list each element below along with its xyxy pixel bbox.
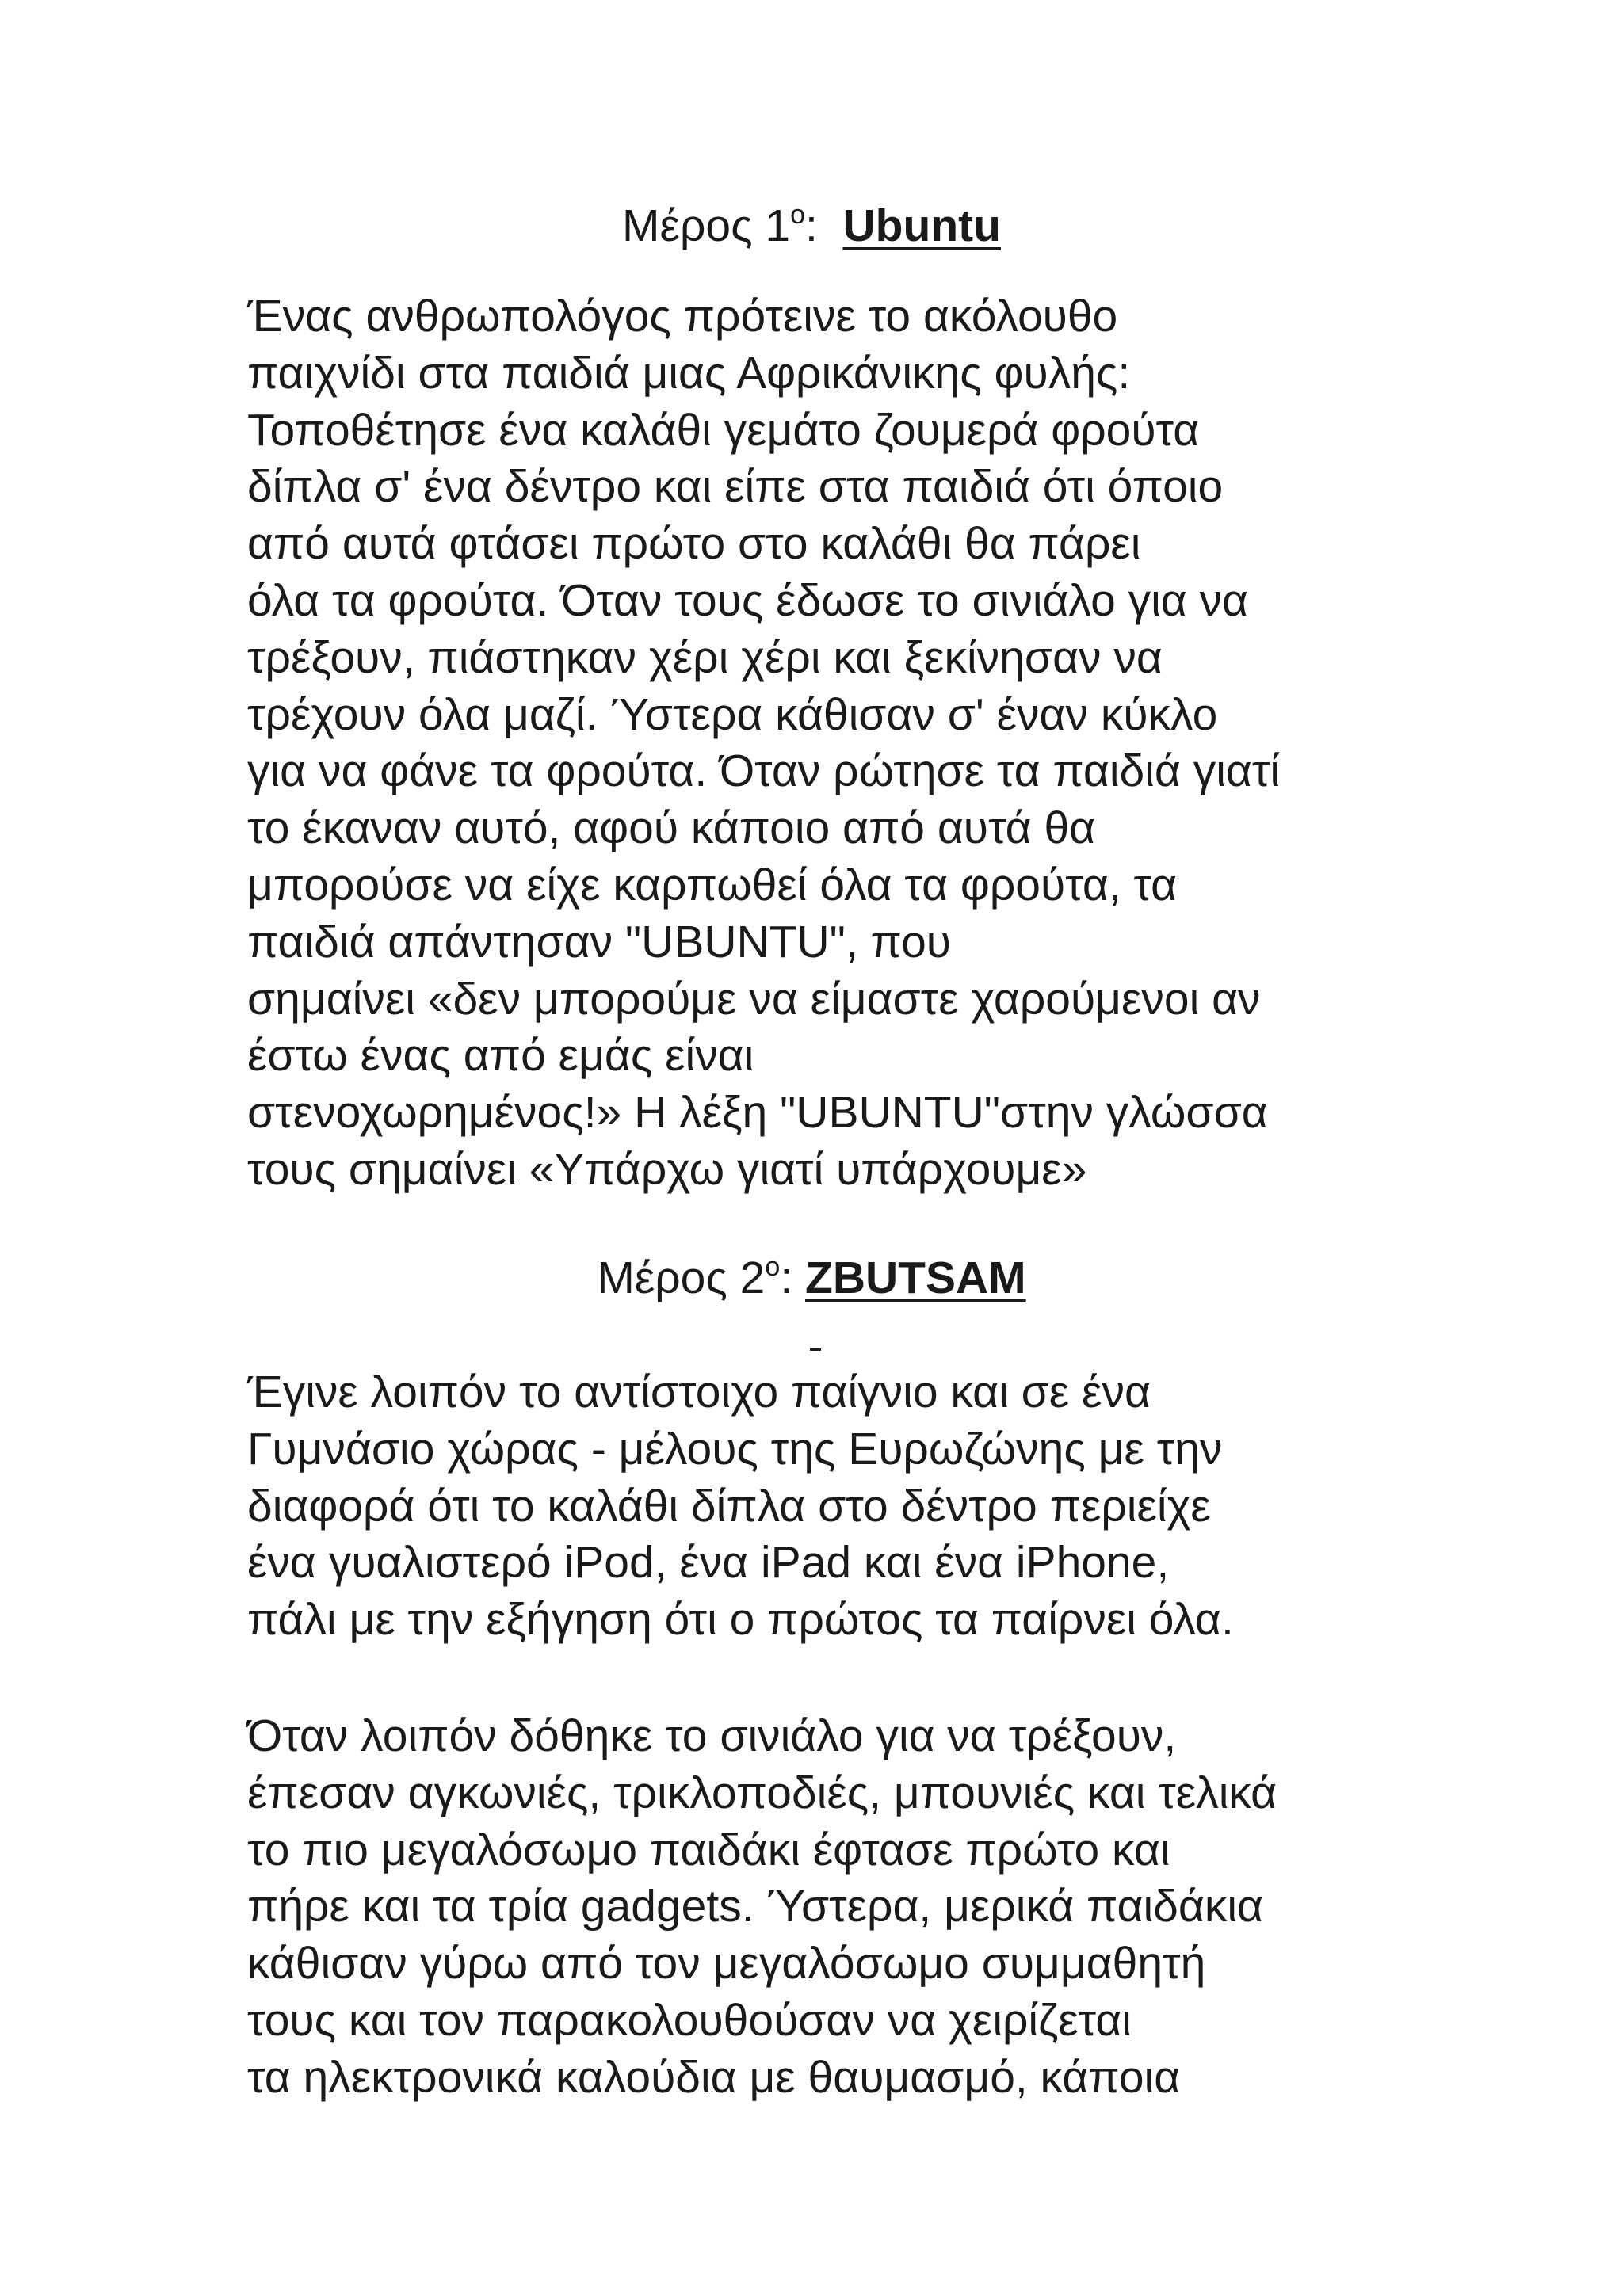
part2-heading-title: ZBUTSAM [805, 1253, 1026, 1303]
part1-heading-ordinal: ο [790, 200, 805, 230]
text-line: το πιο μεγαλόσωμο παιδάκι έφτασε πρώτο και [247, 1824, 1170, 1875]
part1-heading [0, 198, 1623, 260]
part2-paragraph-2 [247, 1708, 1484, 2107]
part1-heading-separator: : [805, 200, 843, 251]
part1-paragraph [247, 288, 1484, 1199]
text-line: κάθισαν γύρω από τον μεγαλόσωμο συμμαθητή [247, 1938, 1206, 1989]
text-line: σημαίνει «δεν μπορούμε να είμαστε χαρούμενοι αν [247, 973, 1261, 1024]
text-line: μπορούσε να είχε καρπωθεί όλα τα φρούτα, τα [247, 859, 1178, 910]
text-line: τα ηλεκτρονικά καλούδια με θαυμασμό, κάποια [247, 2051, 1181, 2103]
text-line: Έγινε λοιπόν το αντίστοιχο παίγνιο και σε ένα [247, 1367, 1151, 1417]
text-line: δίπλα σ' ένα δέντρο και είπε στα παιδιά ότι όποιο [247, 461, 1224, 513]
text-line: έπεσαν αγκωνιές, τρικλοποδιές, μπουνιές και τελικά [247, 1767, 1277, 1818]
stray-mark [810, 1348, 821, 1351]
part2-heading-separator: : [780, 1253, 805, 1303]
text-line: από αυτά φτάσει πρώτο στο καλάθι θα πάρει [247, 518, 1141, 570]
text-line: τους και τον παρακολουθούσαν να χειρίζεται [247, 1994, 1132, 2046]
text-line: πήρε και τα τρία gadgets. Ύστερα, μερικά παιδάκια [247, 1881, 1263, 1932]
text-line: παιδιά απάντησαν "UBUNTU", που [247, 916, 951, 967]
text-line: τρέξουν, πιάστηκαν χέρι χέρι και ξεκίνησαν να [247, 631, 1163, 683]
text-line: παιχνίδι στα παιδιά μιας Αφρικάνικης φυλής: [247, 347, 1131, 399]
text-line: τους σημαίνει «Υπάρχω γιατί υπάρχουμε» [247, 1143, 1087, 1195]
text-line: το έκαναν αυτό, αφού κάποιο από αυτά θα [247, 803, 1096, 854]
part2-paragraph-1 [247, 1364, 1484, 1649]
text-line: για να φάνε τα φρούτα. Όταν ρώτησε τα παιδιά γιατί [247, 746, 1281, 797]
part1-heading-title: Ubuntu [842, 200, 1001, 251]
part1-heading-prefix: Μέρος 1 [622, 200, 791, 251]
text-line: όλα τα φρούτα. Όταν τους έδωσε το σινιάλο για να [247, 574, 1249, 626]
text-line: Γυμνάσιο χώρας - μέλους της Ευρωζώνης με την [247, 1423, 1223, 1474]
text-line: διαφορά ότι το καλάθι δίπλα στο δέντρο περιείχε [247, 1480, 1211, 1531]
text-line: Ένας ανθρωπολόγος πρότεινε το ακόλουθο [247, 291, 1118, 341]
text-line: ένα γυαλιστερό iPod, ένα iPad και ένα iPhone, [247, 1537, 1170, 1589]
text-line: έστω ένας από εμάς είναι [247, 1030, 754, 1081]
text-line: Όταν λοιπόν δόθηκε το σινιάλο για να τρέξουν, [247, 1711, 1177, 1761]
text-line: Τοποθέτησε ένα καλάθι γεμάτο ζουμερά φρούτα [247, 404, 1200, 456]
part2-heading-ordinal: ο [765, 1252, 781, 1282]
part2-heading [0, 1250, 1623, 1312]
text-line: στενοχωρημένος!» Η λέξη "UBUNTU"στην γλώσσα [247, 1087, 1268, 1138]
text-line: πάλι με την εξήγηση ότι ο πρώτος τα παίρνει όλα. [247, 1594, 1234, 1646]
text-line: τρέχουν όλα μαζί. Ύστερα κάθισαν σ' έναν κύκλο [247, 688, 1218, 740]
part2-heading-prefix: Μέρος 2 [597, 1253, 766, 1303]
